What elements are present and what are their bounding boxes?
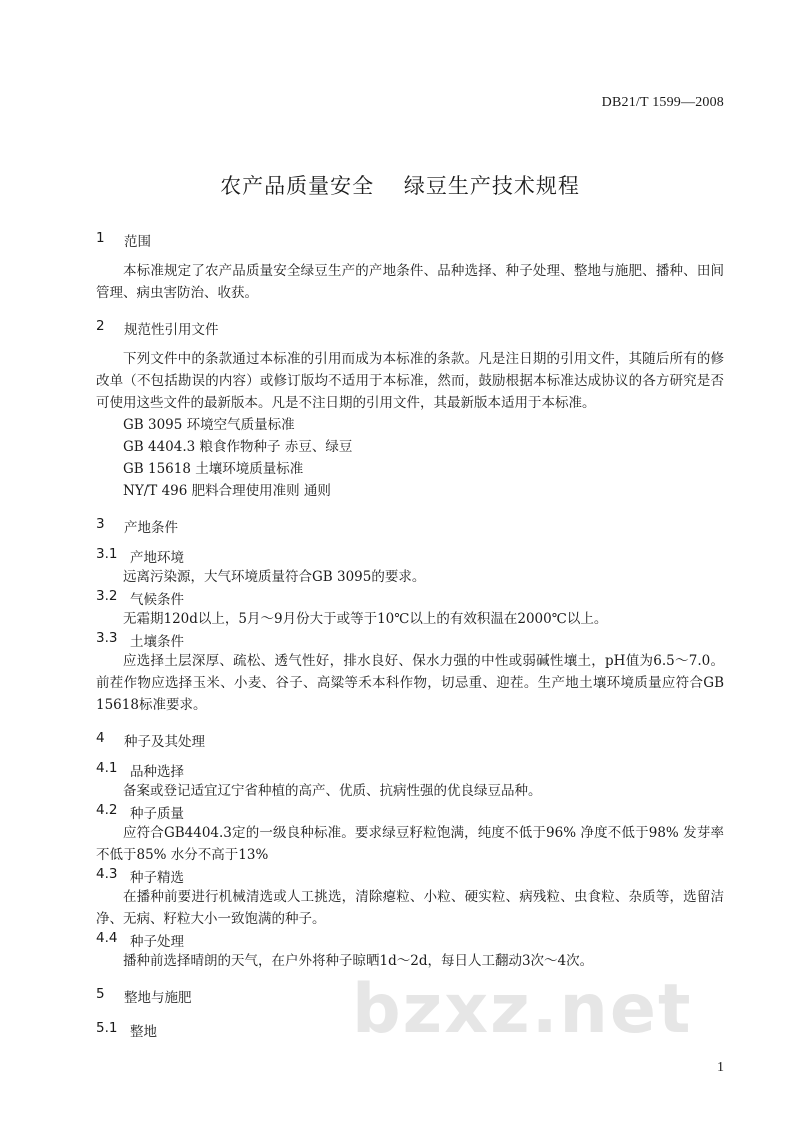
- section-title: 种子及其处理: [124, 734, 205, 750]
- paragraph: 应选择土层深厚、疏松、透气性好，排水良好、保水力强的中性或弱碱性壤土，pH值为6.5～7.0。前茬作物应选择玉米、小麦、谷子、高粱等禾本科作物，切忌重、迎茬。生产地土壤环境质量应符合GB 15618标准要求。: [96, 653, 724, 713]
- site-watermark: bzxz.net: [352, 970, 693, 1049]
- reference-item: GB 15618 土壤环境质量标准: [123, 461, 304, 477]
- section-number: 4: [96, 730, 105, 746]
- section-heading: [96, 730, 724, 750]
- section-number: 2: [96, 318, 105, 334]
- subsection-title: 整地: [130, 1024, 157, 1040]
- paragraph: 下列文件中的条款通过本标准的引用而成为本标准的条款。凡是注日期的引用文件，其随后所有的修改单（不包括勘误的内容）或修订版均不适用于本标准，然而，鼓励根据本标准达成协议的各方研究是否可使用这些文件的最新版本。凡是不注日期的引用文件，其最新版本适用于本标准。: [96, 351, 724, 411]
- paragraph: 播种前选择晴朗的天气，在户外将种子晾晒1d～2d，每日人工翻动3次～4次。: [123, 953, 594, 969]
- section-number: 3: [96, 516, 105, 532]
- subsection-number: 5.1: [96, 1020, 118, 1036]
- paragraph: 备案或登记适宜辽宁省种植的高产、优质、抗病性强的优良绿豆品种。: [123, 783, 542, 799]
- subsection-number: 3.3: [96, 630, 118, 646]
- reference-item: GB 3095 环境空气质量标准: [123, 417, 295, 433]
- subsection-title: 品种选择: [130, 764, 184, 780]
- section-title: 整地与施肥: [124, 990, 192, 1006]
- subsection-number: 4.3: [96, 866, 118, 882]
- section-title: 产地条件: [124, 520, 178, 536]
- subsection-heading: [96, 630, 724, 650]
- reference-item: NY/T 496 肥料合理使用准则 通则: [123, 483, 331, 499]
- subsection-number: 3.2: [96, 588, 118, 604]
- section-title: 规范性引用文件: [124, 322, 219, 338]
- section-title: 范围: [124, 234, 151, 250]
- subsection-number: 4.2: [96, 802, 118, 818]
- subsection-heading: [96, 866, 724, 886]
- reference-item: GB 4404.3 粮食作物种子 赤豆、绿豆: [123, 439, 353, 455]
- subsection-number: 4.1: [96, 760, 118, 776]
- standard-code: DB21/T 1599—2008: [601, 95, 724, 110]
- subsection-heading: [96, 546, 724, 566]
- section-heading: [96, 230, 724, 250]
- subsection-title: 种子精选: [130, 870, 184, 886]
- document-body: [96, 230, 724, 1040]
- subsection-number: 4.4: [96, 930, 118, 946]
- subsection-title: 气候条件: [130, 592, 184, 608]
- section-heading: [96, 318, 724, 338]
- subsection-heading: [96, 802, 724, 822]
- section-number: 1: [96, 230, 105, 246]
- page-number: 1: [717, 1060, 724, 1075]
- subsection-title: 种子质量: [130, 806, 184, 822]
- section-heading: [96, 516, 724, 536]
- paragraph: 无霜期120d以上，5月～9月份大于或等于10℃以上的有效积温在2000℃以上。: [123, 611, 608, 627]
- document-title: 农产品质量安全 绿豆生产技术规程: [220, 174, 580, 198]
- subsection-heading: [96, 588, 724, 608]
- subsection-heading: [96, 760, 724, 780]
- paragraph: 本标准规定了农产品质量安全绿豆生产的产地条件、品种选择、种子处理、整地与施肥、播种、田间管理、病虫害防治、收获。: [96, 263, 724, 301]
- subsection-title: 土壤条件: [130, 634, 184, 650]
- paragraph: 在播种前要进行机械清选或人工挑选，清除瘪粒、小粒、硬实粒、病残粒、虫食粒、杂质等，选留洁净、无病、籽粒大小一致饱满的种子。: [96, 889, 724, 927]
- paragraph: 远离污染源，大气环境质量符合GB 3095的要求。: [123, 569, 426, 585]
- paragraph: 应符合GB4404.3定的一级良种标准。要求绿豆籽粒饱满，纯度不低于96% 净度不低于98% 发芽率不低于85% 水分不高于13%: [96, 825, 724, 863]
- section-number: 5: [96, 986, 105, 1002]
- subsection-heading: [96, 930, 724, 950]
- subsection-title: 种子处理: [130, 934, 184, 950]
- subsection-number: 3.1: [96, 546, 118, 562]
- subsection-title: 产地环境: [130, 550, 184, 566]
